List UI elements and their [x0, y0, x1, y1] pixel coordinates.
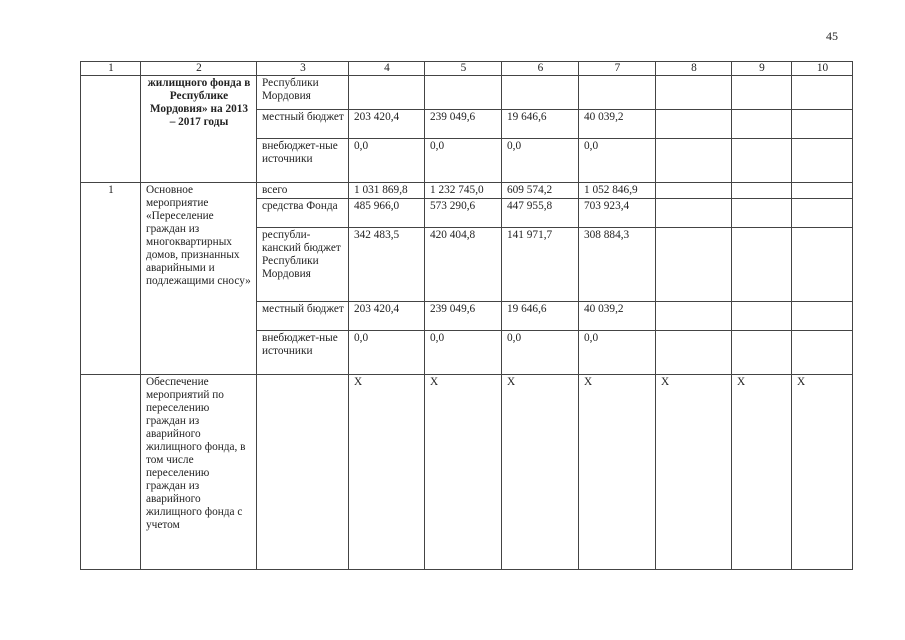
table-header-row — [81, 62, 853, 76]
column-header: 9 — [732, 62, 792, 76]
value-cell: 141 971,7 — [502, 228, 579, 302]
value-cell: 239 049,6 — [425, 110, 502, 139]
value-cell: 0,0 — [502, 331, 579, 375]
value-cell: 0,0 — [502, 139, 579, 183]
empty-cell — [656, 139, 732, 183]
source-cell: средства Фонда — [257, 199, 349, 228]
mark-cell: X — [792, 375, 853, 570]
empty-cell — [656, 228, 732, 302]
empty-cell — [792, 139, 853, 183]
value-cell: 609 574,2 — [502, 183, 579, 199]
row-number-cell — [81, 76, 141, 183]
row-number-cell: 1 — [81, 183, 141, 375]
value-cell: 19 646,6 — [502, 110, 579, 139]
mark-cell: X — [732, 375, 792, 570]
empty-cell — [732, 228, 792, 302]
source-cell: местный бюджет — [257, 302, 349, 331]
value-cell: 0,0 — [349, 331, 425, 375]
value-cell: 342 483,5 — [349, 228, 425, 302]
value-cell: 40 039,2 — [579, 302, 656, 331]
empty-cell — [656, 331, 732, 375]
value-cell: 1 031 869,8 — [349, 183, 425, 199]
value-cell — [425, 76, 502, 110]
mark-cell: X — [502, 375, 579, 570]
value-cell: 239 049,6 — [425, 302, 502, 331]
source-cell: всего — [257, 183, 349, 199]
empty-cell — [792, 199, 853, 228]
empty-cell — [656, 183, 732, 199]
value-cell: 420 404,8 — [425, 228, 502, 302]
source-cell: местный бюджет — [257, 110, 349, 139]
table-row — [81, 375, 853, 570]
column-header: 3 — [257, 62, 349, 76]
column-header: 10 — [792, 62, 853, 76]
value-cell: 0,0 — [425, 331, 502, 375]
mark-cell: X — [579, 375, 656, 570]
row-number-cell — [81, 375, 141, 570]
mark-cell: X — [425, 375, 502, 570]
column-header: 7 — [579, 62, 656, 76]
table-row — [81, 183, 853, 199]
activity-title-cell: Основное мероприятие «Переселение граждан из многоквартирных домов, признанных аварийными и подлежащими сносу» — [141, 183, 257, 375]
value-cell: 485 966,0 — [349, 199, 425, 228]
mark-cell: X — [656, 375, 732, 570]
empty-cell — [656, 110, 732, 139]
empty-cell — [792, 183, 853, 199]
value-cell: 703 923,4 — [579, 199, 656, 228]
table-row — [81, 76, 853, 110]
page-number: 45 — [826, 29, 838, 43]
source-cell: внебюджет-ные источники — [257, 139, 349, 183]
empty-cell — [732, 139, 792, 183]
value-cell: 40 039,2 — [579, 110, 656, 139]
value-cell: 447 955,8 — [502, 199, 579, 228]
empty-cell — [656, 199, 732, 228]
value-cell: 1 232 745,0 — [425, 183, 502, 199]
empty-cell — [732, 76, 792, 110]
empty-cell — [792, 302, 853, 331]
budget-table — [80, 61, 853, 570]
empty-cell — [792, 331, 853, 375]
value-cell: 0,0 — [579, 139, 656, 183]
empty-cell — [732, 302, 792, 331]
value-cell — [579, 76, 656, 110]
empty-cell — [732, 331, 792, 375]
column-header: 5 — [425, 62, 502, 76]
empty-cell — [732, 183, 792, 199]
value-cell — [502, 76, 579, 110]
source-cell: республи-канский бюджет Республики Мордовия — [257, 228, 349, 302]
mark-cell: X — [349, 375, 425, 570]
column-header: 6 — [502, 62, 579, 76]
program-title-cell: жилищного фонда в Республике Мордовия» на 2013 – 2017 годы — [141, 76, 257, 183]
column-header: 2 — [141, 62, 257, 76]
activity-title-cell: Обеспечение мероприятий по переселению граждан из аварийного жилищного фонда, в том числе переселению граждан из аварийного жилищного фонда с учетом — [141, 375, 257, 570]
value-cell: 0,0 — [425, 139, 502, 183]
column-header: 4 — [349, 62, 425, 76]
column-header: 8 — [656, 62, 732, 76]
value-cell: 203 420,4 — [349, 302, 425, 331]
value-cell: 0,0 — [349, 139, 425, 183]
value-cell — [349, 76, 425, 110]
source-cell: внебюджет-ные источники — [257, 331, 349, 375]
empty-cell — [792, 228, 853, 302]
value-cell: 19 646,6 — [502, 302, 579, 331]
empty-cell — [732, 110, 792, 139]
empty-cell — [656, 76, 732, 110]
source-cell — [257, 375, 349, 570]
source-cell: Республики Мордовия — [257, 76, 349, 110]
empty-cell — [792, 76, 853, 110]
value-cell: 0,0 — [579, 331, 656, 375]
empty-cell — [792, 110, 853, 139]
value-cell: 308 884,3 — [579, 228, 656, 302]
empty-cell — [656, 302, 732, 331]
column-header: 1 — [81, 62, 141, 76]
value-cell: 203 420,4 — [349, 110, 425, 139]
value-cell: 573 290,6 — [425, 199, 502, 228]
empty-cell — [732, 199, 792, 228]
value-cell: 1 052 846,9 — [579, 183, 656, 199]
